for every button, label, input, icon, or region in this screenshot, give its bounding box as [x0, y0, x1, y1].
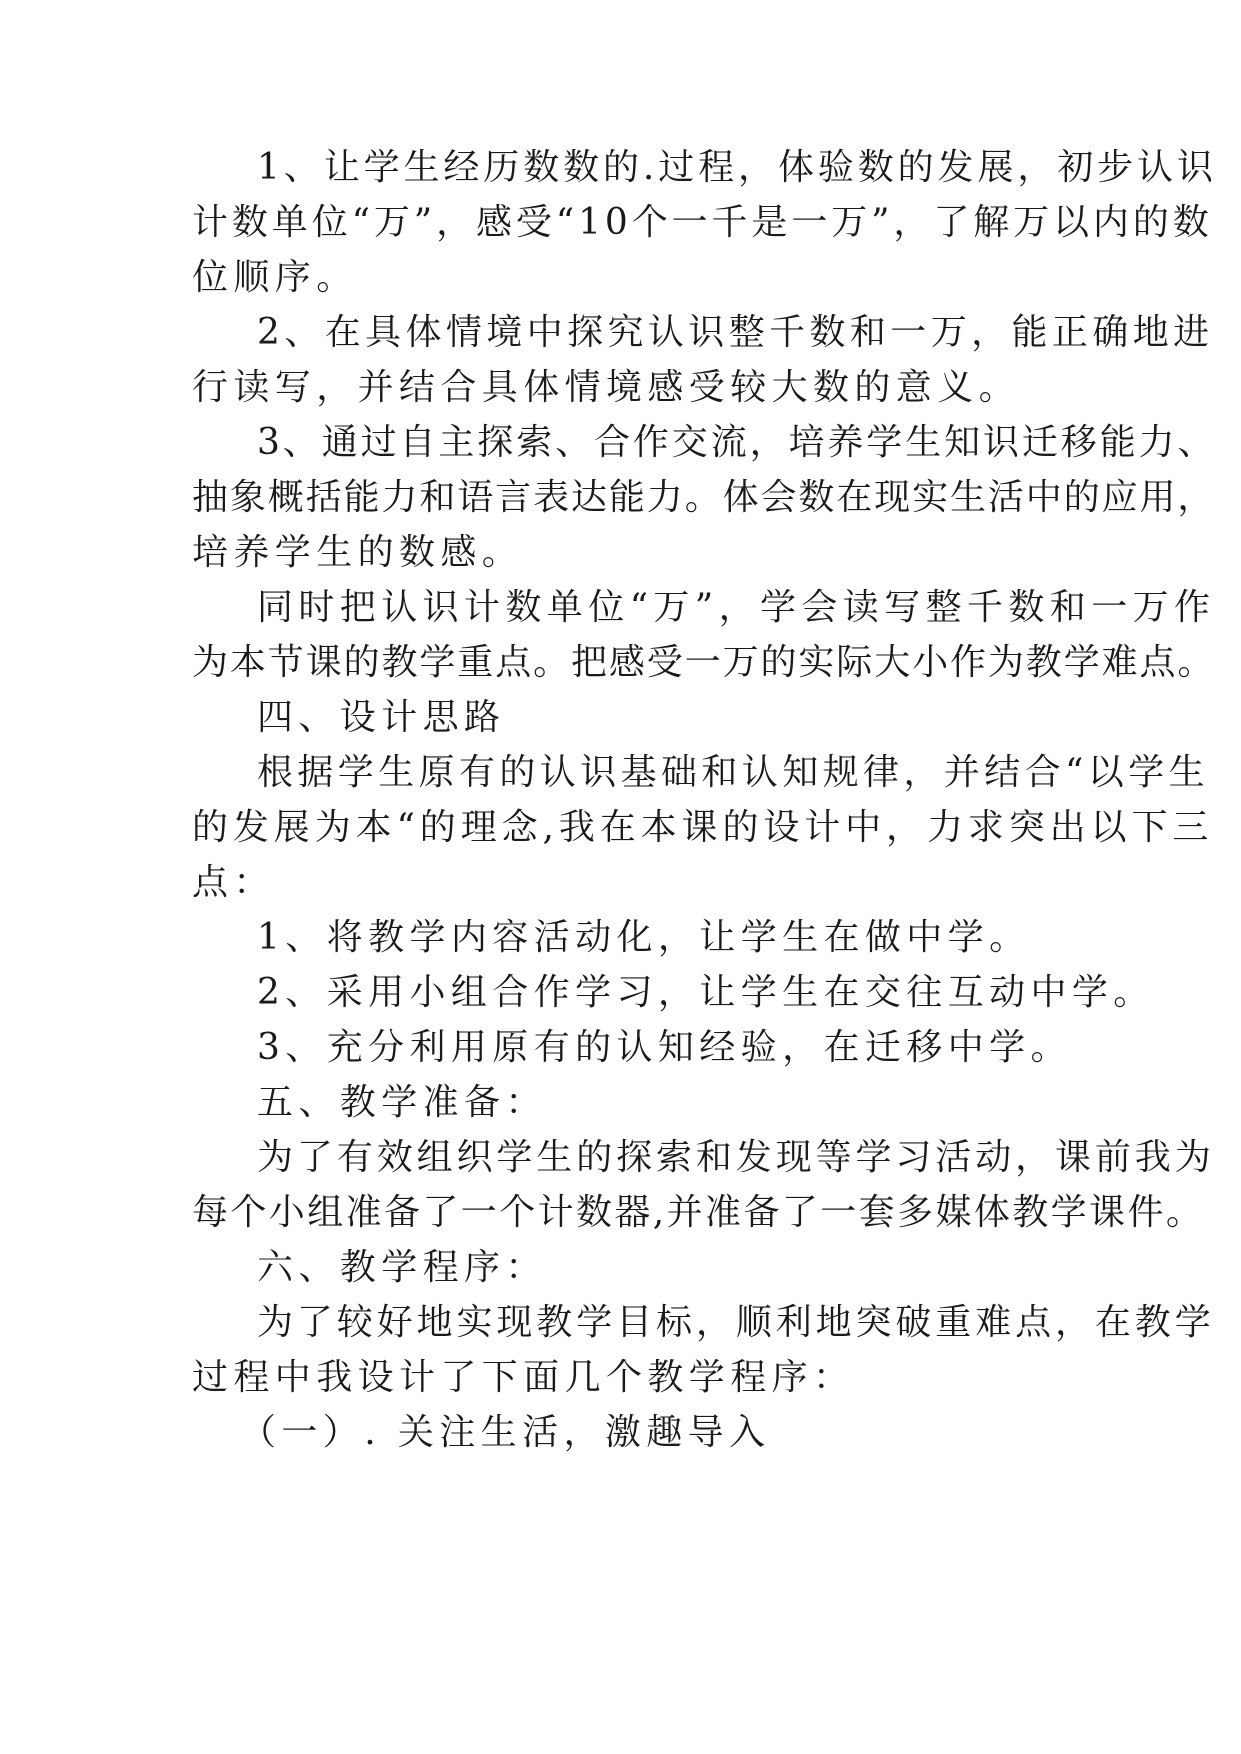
- text-line: 为了较好地实现教学目标，顺利地突破重难点，在教学: [257, 1302, 1215, 1343]
- text-line: 为了有效组织学生的探索和发现等学习活动，课前我为: [257, 1137, 1215, 1178]
- text-line: 行读写，并结合具体情境感受较大数的意义。: [192, 367, 1021, 408]
- text-line: 抽象概括能力和语言表达能力。体会数在现实生活中的应用，: [192, 477, 1216, 518]
- text-line: 计数单位“万”，感受“10个一千是一万”，了解万以内的数: [192, 202, 1213, 243]
- list-item: 1、将教学内容活动化，让学生在做中学。: [257, 917, 1031, 958]
- text-line: 每个小组准备了一个计数器,并准备了一套多媒体教学课件。: [192, 1192, 1205, 1233]
- section-heading: 六、教学程序：: [257, 1247, 547, 1288]
- section-heading: 五、教学准备：: [257, 1082, 547, 1123]
- text-line: 2、在具体情境中探究认识整千数和一万，能正确地进: [257, 312, 1214, 353]
- list-item: 3、充分利用原有的认知经验，在迁移中学。: [257, 1027, 1072, 1068]
- section-heading: 四、设计思路: [257, 697, 506, 738]
- text-line: 同时把认识计数单位“万”，学会读写整千数和一万作: [257, 587, 1216, 628]
- subsection-heading: （一）. 关注生活，激趣导入: [240, 1412, 771, 1453]
- text-line: 位顺序。: [192, 257, 358, 298]
- text-line: 点：: [192, 862, 275, 903]
- text-line: 1、让学生经历数数的.过程，体验数的发展，初步认识: [257, 147, 1217, 188]
- text-line: 根据学生原有的认识基础和认知规律，并结合“以学生: [257, 752, 1210, 793]
- text-line: 为本节课的教学重点。把感受一万的实际大小作为教学难点。: [192, 642, 1216, 683]
- list-item: 2、采用小组合作学习，让学生在交往互动中学。: [257, 972, 1155, 1013]
- text-line: 3、通过自主探索、合作交流，培养学生知识迁移能力、: [257, 422, 1217, 463]
- text-line: 的发展为本“的理念,我在本课的设计中，力求突出以下三: [192, 807, 1214, 848]
- text-line: 培养学生的数感。: [192, 532, 524, 573]
- text-line: 过程中我设计了下面几个教学程序：: [192, 1357, 855, 1398]
